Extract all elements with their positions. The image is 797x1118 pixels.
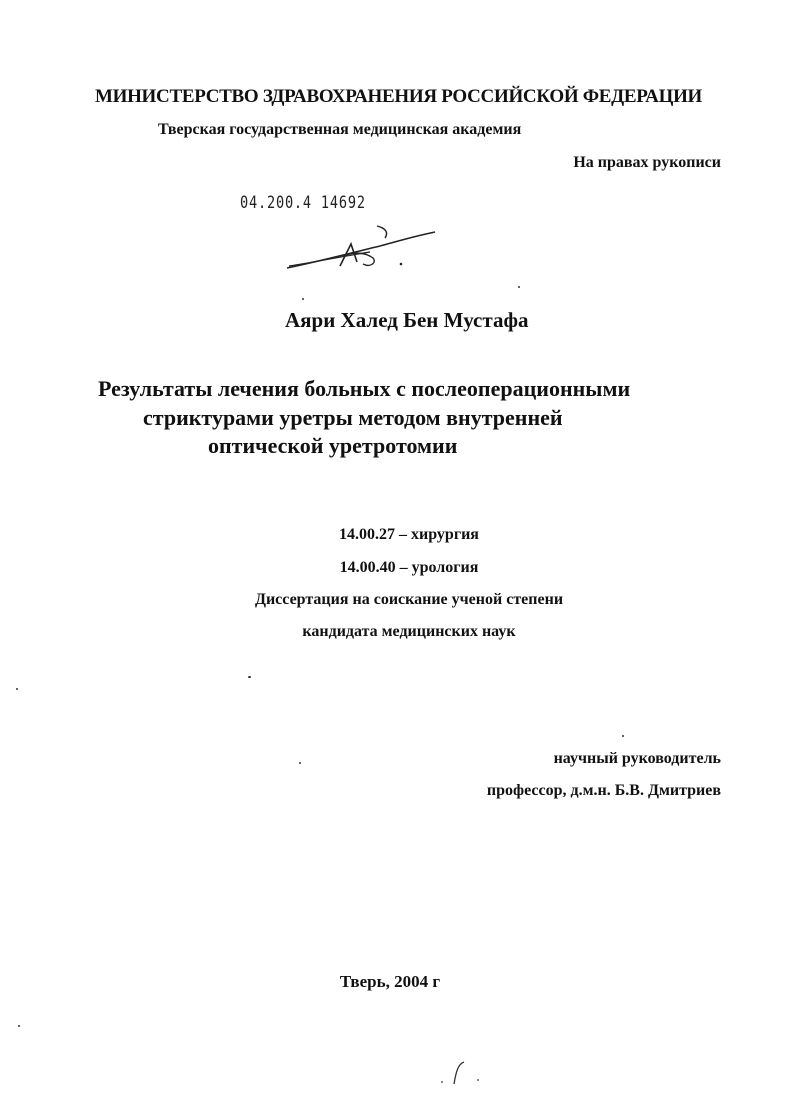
dissertation-title-line-1: Результаты лечения больных с послеоперационными [98, 376, 631, 401]
academy-name: Тверская государственная медицинская академия [158, 121, 522, 138]
scan-speck [16, 688, 18, 690]
signature-icon [285, 222, 445, 283]
degree-line-2: кандидата медицинских наук [302, 623, 516, 640]
ministry-heading: МИНИСТЕРСТВО ЗДРАВОХРАНЕНИЯ РОССИЙСКОЙ ФЕДЕРАЦИИ [94, 86, 703, 107]
author-name: Аяри Халед Бен Мустафа [285, 308, 529, 332]
handwritten-mark-icon [438, 1058, 488, 1093]
scan-speck [518, 286, 520, 288]
dissertation-title-line-3: оптической уретротомии [208, 433, 458, 458]
degree-line-1: Диссертация на соискание ученой степени [254, 591, 564, 608]
scan-speck [302, 298, 304, 300]
supervisor-name: профессор, д.м.н. Б.В. Дмитриев [486, 782, 721, 799]
city-year: Тверь, 2004 г [339, 972, 441, 991]
scan-speck [622, 735, 624, 737]
dissertation-title-line-2: стриктурами уретры методом внутренней [143, 405, 563, 430]
scan-speck [299, 762, 301, 764]
specialty-urology: 14.00.40 – урология [339, 559, 479, 576]
supervisor-role: научный руководитель [553, 750, 721, 767]
scan-speck [18, 1025, 20, 1027]
specialty-surgery: 14.00.27 – хирургия [339, 526, 479, 543]
scan-speck [248, 676, 251, 678]
rights-note: На правах рукописи [573, 154, 721, 171]
registration-number: 04.200.4 14692 [240, 193, 366, 213]
